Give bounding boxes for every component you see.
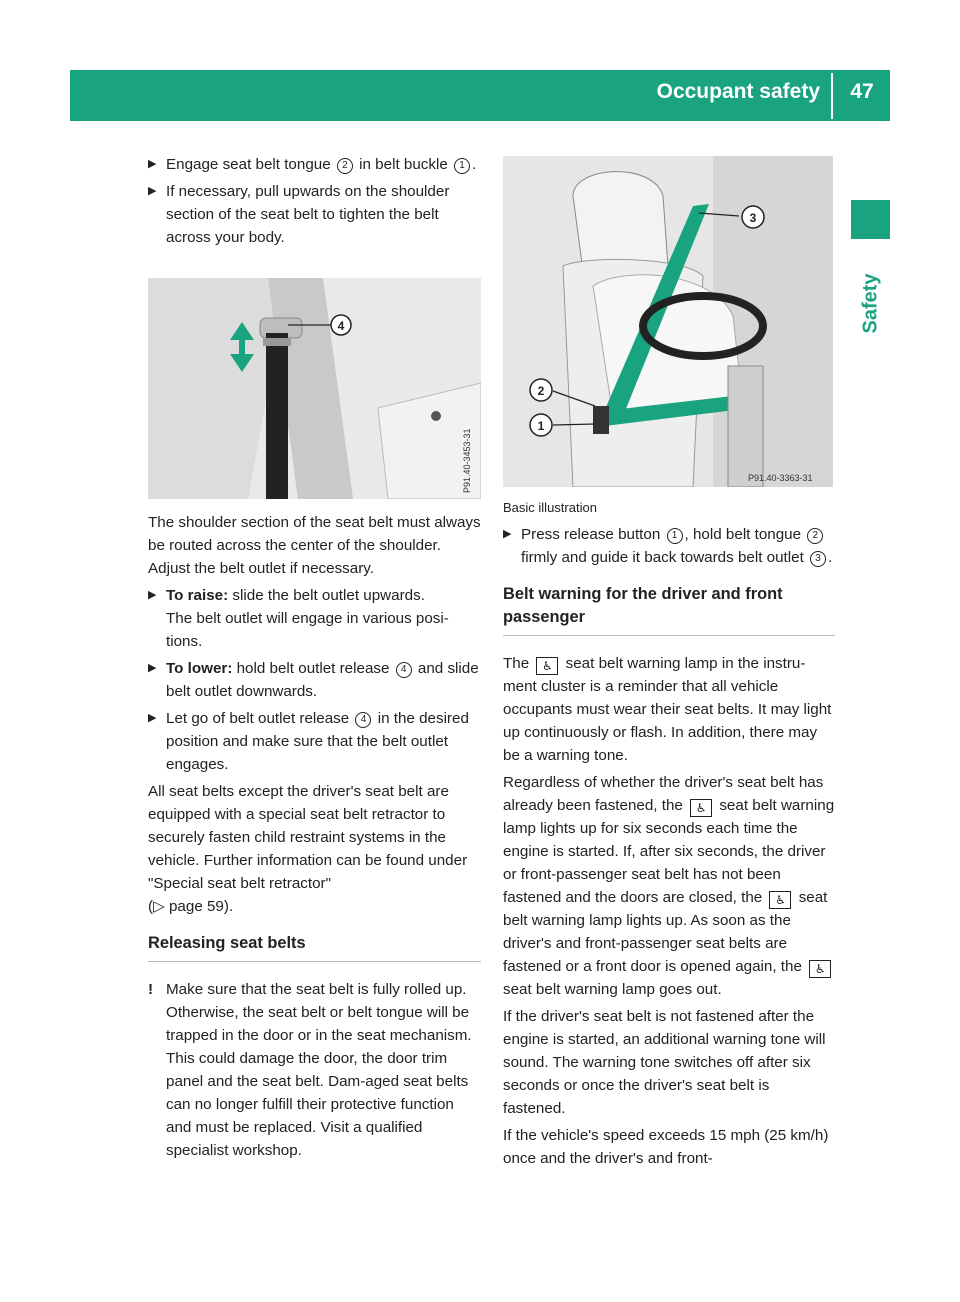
step-press-release: ▶ Press release button 1 , hold belt tongue 2 firmly and guide it back towards belt outlet 3 . bbox=[503, 523, 835, 569]
figure2-code: P91.40-3363-31 bbox=[748, 473, 813, 483]
figure-caption: Basic illustration bbox=[503, 500, 597, 515]
callout-4-icon: 4 bbox=[396, 662, 412, 678]
section-marker bbox=[851, 200, 890, 239]
warning-note: ! Make sure that the seat belt is fully rolled up. Otherwise, the seat belt or belt tongue will be trapped in the door or in the seat mechanism. This could damage the door, the door trim panel and the seat belt. Dam-aged seat belts can no longer fulfill their protective function and must be replaced. Visit a qualified specialist workshop. bbox=[148, 978, 481, 1162]
retractor-paragraph: All seat belts except the driver's seat belt are equipped with a special seat belt retractor to securely fasten child restraint systems in the vehicle. Further information can be found under "Special seat belt retractor" (▷ page 59). bbox=[148, 783, 468, 915]
driver-seat-belt-illustration bbox=[503, 156, 833, 487]
page-title: Occupant safety bbox=[656, 80, 820, 103]
regardless-paragraph: Regardless of whether the driver's seat belt has already been fastened, the ♿ seat belt warning lamp lights up for six seconds each time the engine is started. If, after six seconds, the driver or front-passenger seat belt has not been fastened and the doors are closed, the ♿ seat belt warning lamp lights up. As soon as the driver's and front-passenger seat belts are fastened or a front door is opened again, the ♿ seat belt warning lamp goes out. bbox=[503, 774, 835, 998]
left-column-lower bbox=[148, 511, 481, 1162]
figure1-code: P91.40-3453-31 bbox=[462, 428, 472, 493]
bullet-arrow-icon: ▶ bbox=[148, 185, 157, 197]
figure1-callout: 4 bbox=[337, 319, 345, 333]
page-number: 47 bbox=[850, 80, 874, 103]
driver-seat-belt-figure bbox=[503, 156, 833, 487]
figure2-callout-1: 1 bbox=[537, 419, 545, 433]
callout-2-icon: 2 bbox=[807, 528, 823, 544]
figure2-callout-3: 3 bbox=[749, 211, 757, 225]
belt-outlet-figure bbox=[148, 278, 481, 499]
figure2-callout-2: 2 bbox=[537, 384, 545, 398]
section-tab[interactable] bbox=[852, 258, 890, 348]
speed-paragraph: If the vehicle's speed exceeds 15 mph (25 km/h) once and the driver's and front- bbox=[503, 1127, 829, 1167]
belt-outlet-illustration bbox=[148, 278, 481, 499]
belt-warning-heading: Belt warning for the driver and front passenger bbox=[503, 583, 835, 636]
shoulder-paragraph: The shoulder section of the seat belt must always be routed across the center of the shoulder. Adjust the belt outlet if necessary. bbox=[148, 514, 481, 577]
seat-belt-lamp-icon: ♿ bbox=[809, 960, 831, 978]
warning-tone-paragraph: If the driver's seat belt is not fastened after the engine is started, an additional warning tone will sound. The warning tone switches off after six seconds or once the driver's seat belt is fastened. bbox=[503, 1008, 826, 1117]
callout-4-icon: 4 bbox=[355, 712, 371, 728]
releasing-heading: Releasing seat belts bbox=[148, 932, 481, 962]
step-tighten-belt: ▶ If necessary, pull upwards on the shoulder section of the seat belt to tighten the belt across your body. bbox=[148, 180, 481, 249]
bullet-arrow-icon: ▶ bbox=[148, 662, 157, 674]
callout-1-icon: 1 bbox=[667, 528, 683, 544]
bullet-arrow-icon: ▶ bbox=[148, 589, 157, 601]
bullet-arrow-icon: ▶ bbox=[503, 528, 512, 540]
step-lower: ▶ To lower: hold belt outlet release 4 and slide belt outlet downwards. bbox=[148, 657, 481, 703]
header-divider bbox=[831, 73, 833, 119]
bullet-arrow-icon: ▶ bbox=[148, 158, 157, 170]
warning-icon: ! bbox=[148, 981, 154, 998]
callout-3-icon: 3 bbox=[810, 551, 826, 567]
step-raise: ▶ To raise: slide the belt outlet upwards. The belt outlet will engage in various posi-tions. bbox=[148, 584, 481, 653]
step-let-go: ▶ Let go of belt outlet release 4 in the desired position and make sure that the belt outlet engages. bbox=[148, 707, 481, 776]
seat-belt-lamp-icon: ♿ bbox=[769, 891, 791, 909]
callout-1-icon: 1 bbox=[454, 158, 470, 174]
warning-lamp-paragraph: The ♿ seat belt warning lamp in the instru-ment cluster is a reminder that all vehicle occupants must wear their seat belts. It may light up continuously or flash. In addition, there may be a warning tone. bbox=[503, 655, 832, 764]
left-column bbox=[148, 153, 481, 253]
section-tab-label: Safety bbox=[859, 272, 882, 334]
page-ref-arrow-icon: ▷ bbox=[153, 898, 165, 915]
seat-belt-lamp-icon: ♿ bbox=[536, 657, 558, 675]
step-engage-tongue: ▶ Engage seat belt tongue 2 in belt buckle 1 . bbox=[148, 153, 481, 176]
seat-belt-lamp-icon: ♿ bbox=[690, 799, 712, 817]
callout-2-icon: 2 bbox=[337, 158, 353, 174]
bullet-arrow-icon: ▶ bbox=[148, 712, 157, 724]
page-ref-link[interactable]: page 59). bbox=[168, 898, 234, 915]
right-column bbox=[503, 493, 835, 1174]
